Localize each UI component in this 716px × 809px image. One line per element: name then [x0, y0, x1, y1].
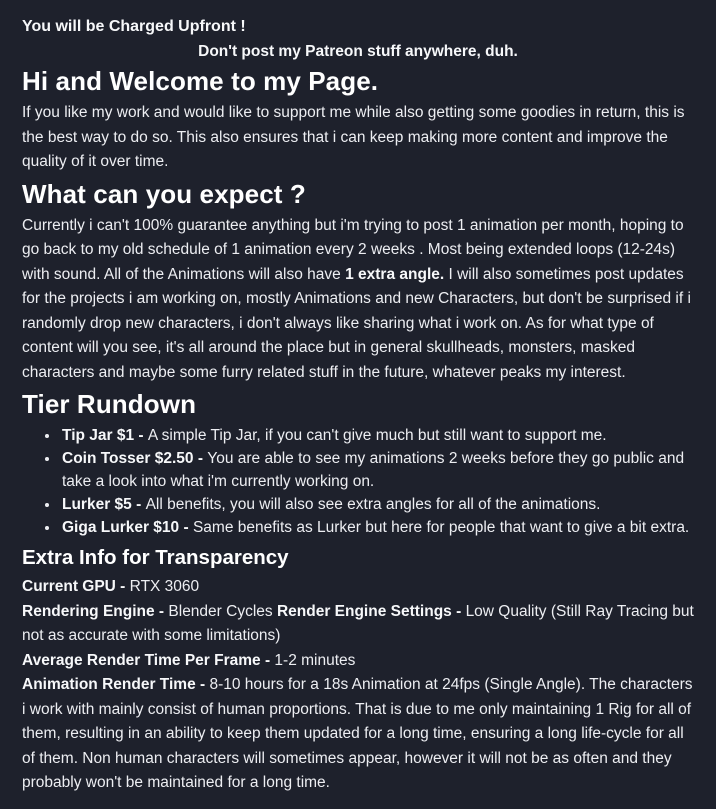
info-value: 1-2 minutes: [274, 651, 356, 669]
tier-name: Lurker $5 -: [62, 496, 146, 513]
info-label: Animation Render Time -: [22, 676, 210, 693]
info-value: Low Quality (Still Ray Tracing but not as accurate with some limitations): [22, 602, 694, 644]
tier-description: You are able to see my animations 2 weeks before they go public and take a look into what i'm currently working on.: [62, 450, 685, 490]
welcome-heading: Hi and Welcome to my Page.: [22, 66, 379, 96]
tier-name: Giga Lurker $10 -: [62, 519, 193, 536]
info-value: 8-10 hours for a 18s Animation at 24fps (Single Angle). The characters i work with mainly consist of human proportions. That is due to me only maintaining 1 Rig for all of them, resulting in an ability to keep them updated for a long time, ensuring a long life-cycle for all of them. Non human characters will sometimes appear, however it will not be as often and they probably won't be maintained for a long time.: [22, 676, 693, 791]
info-label: Average Render Time Per Frame -: [22, 651, 275, 669]
welcome-paragraph: If you like my work and would like to support me while also getting some goodies in return, this is the best way to do so. This also ensures that i can keep making more content and improve the quality of it over time.: [22, 104, 685, 170]
expect-paragraph: [22, 214, 694, 386]
no-reposting-notice: Don't post my Patreon stuff anywhere, duh.: [198, 43, 518, 60]
info-line: [22, 673, 694, 796]
tier-list: [22, 424, 694, 539]
tier-description: Same benefits as Lurker but here for people that want to give a bit extra.: [192, 519, 690, 536]
tier-description: A simple Tip Jar, if you can't give much but still want to support me.: [147, 427, 607, 444]
text: I will also sometimes post updates for the projects i am working on, mostly Animations and new Characters, but don't be surprised if i randomly drop new characters, i don't always like sharing what i work on. As for what type of content will you see, it's all around the place but in general skullheads, monsters, masked characters and maybe some furry related stuff in the future, whatever peaks my interest.: [22, 265, 691, 381]
info-value: RTX 3060: [129, 578, 200, 595]
info-value: Blender Cycles: [168, 602, 277, 620]
info-label: Rendering Engine -: [22, 602, 169, 620]
info-label: Render Engine Settings -: [276, 602, 466, 620]
expect-heading: What can you expect ?: [22, 178, 306, 209]
tier-name: Coin Tosser $2.50 -: [62, 450, 208, 467]
tier-item: [60, 447, 694, 493]
info-line: [22, 649, 694, 674]
extra-info-block: [22, 575, 694, 796]
bold-text: 1 extra angle.: [345, 265, 445, 283]
extra-info-heading: Extra Info for Transparency: [22, 546, 289, 569]
text: Currently i can't 100% guarantee anything but i'm trying to post 1 animation per month, hoping to go back to my old schedule of 1 animation every 2 weeks . Most being extended loops (12-24s) with sound. All of the Animations will also have: [22, 216, 684, 283]
tier-name: Tip Jar $1 -: [62, 427, 148, 444]
tier-item: [60, 424, 694, 447]
info-label: Current GPU -: [22, 578, 130, 595]
info-line: [22, 575, 694, 600]
tier-description: All benefits, you will also see extra angles for all of the animations.: [145, 496, 601, 513]
tier-rundown-heading: Tier Rundown: [22, 389, 197, 419]
info-line: [22, 600, 694, 649]
charged-upfront-notice: You will be Charged Upfront !: [22, 18, 246, 35]
tier-item: [60, 493, 694, 516]
tier-item: [60, 516, 694, 539]
